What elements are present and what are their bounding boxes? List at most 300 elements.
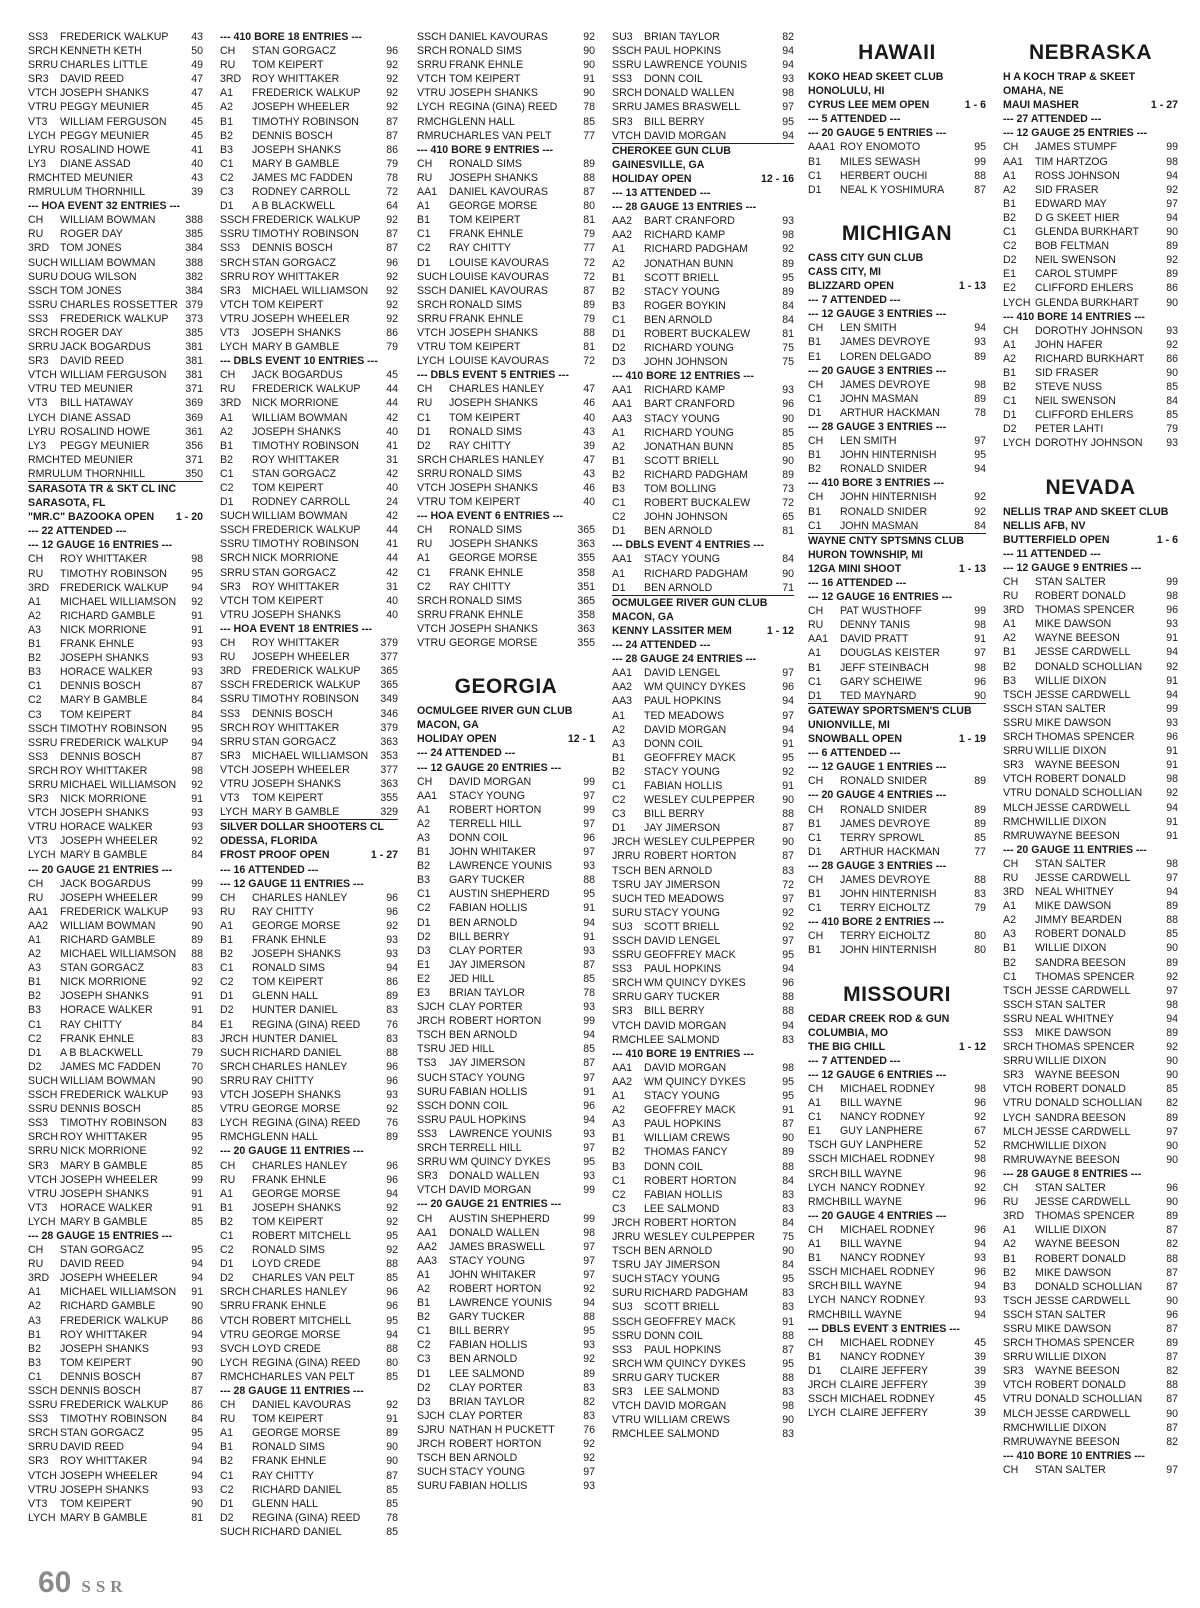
shooter-name: DONN COIL xyxy=(449,831,508,844)
result-row xyxy=(612,1315,794,1329)
result-row xyxy=(220,1426,398,1440)
score: 369 xyxy=(185,411,203,424)
shooter-name: RONALD SIMS xyxy=(252,962,325,975)
shooter-name: STAN SALTER xyxy=(1035,1308,1106,1321)
class-code: A1 xyxy=(612,243,625,256)
class-code: SRCH xyxy=(220,256,251,269)
shooter-name: NATHAN H PUCKETT xyxy=(449,1423,555,1436)
score: 94 xyxy=(974,1308,986,1321)
shooter-name: THOMAS SPENCER xyxy=(1035,970,1135,983)
class-code: VTRU xyxy=(220,1328,249,1341)
score: 40 xyxy=(583,411,595,424)
score: 92 xyxy=(782,920,794,933)
shooter-name: TOM KEIPERT xyxy=(252,1413,324,1426)
shooter-name: FRANK EHNLE xyxy=(60,1032,135,1045)
results-page xyxy=(28,30,1178,1560)
class-code: B2 xyxy=(808,463,821,476)
shooter-name: BEN ARNOLD xyxy=(644,1245,713,1258)
score: 84 xyxy=(782,299,794,312)
shooter-name: BILL WAYNE xyxy=(840,1308,903,1321)
class-code: RMRU xyxy=(1003,829,1035,842)
score: 72 xyxy=(583,256,595,269)
shooter-name: NANCY RODNEY xyxy=(840,1252,926,1265)
class-code: A3 xyxy=(417,831,430,844)
class-code: A1 xyxy=(612,567,625,580)
event-header: --- 20 GAUGE 21 ENTRIES --- xyxy=(28,863,173,876)
shooter-name: WILLIAM BOWMAN xyxy=(60,256,156,269)
score: 89 xyxy=(386,990,398,1003)
class-code: JRCH xyxy=(808,1378,837,1391)
result-row xyxy=(1003,1407,1178,1421)
class-code: B3 xyxy=(28,1356,41,1369)
score: 87 xyxy=(1166,1224,1178,1237)
score: 41 xyxy=(191,143,203,156)
class-code: CH xyxy=(417,1212,433,1225)
shooter-name: TOM JONES xyxy=(60,284,122,297)
shooter-name: BEN ARNOLD xyxy=(449,916,518,929)
shooter-name: JOSEPH SHANKS xyxy=(60,1187,149,1200)
result-row xyxy=(28,1285,203,1299)
score: 83 xyxy=(386,1004,398,1017)
result-row xyxy=(1003,380,1178,394)
score: 88 xyxy=(583,1311,595,1324)
class-code: A1 xyxy=(417,803,430,816)
shooter-name: JESSE CARDWELL xyxy=(1035,1125,1131,1138)
shooter-name: CLAY PORTER xyxy=(449,944,523,957)
result-row xyxy=(220,1229,398,1243)
shooter-name: FREDERICK WALKUP xyxy=(60,1399,169,1412)
event-header: --- 20 GAUGE 4 ENTRIES --- xyxy=(808,1209,947,1222)
result-row xyxy=(612,976,794,990)
class-code: VTCH xyxy=(1003,1379,1032,1392)
shooter-name: LEN SMITH xyxy=(840,435,897,448)
class-code: TSCH xyxy=(1003,984,1032,997)
result-row xyxy=(808,1378,986,1392)
shooter-name: JOSEPH WHEELER xyxy=(252,101,350,114)
state-heading: NEBRASKA xyxy=(1028,41,1152,64)
shooter-name: NICK MORRIONE xyxy=(252,397,339,410)
class-code: SSCH xyxy=(808,1153,838,1166)
result-row xyxy=(220,411,398,425)
class-code: E3 xyxy=(417,987,430,999)
result-row xyxy=(220,270,398,284)
class-code: RMRU xyxy=(28,186,60,199)
result-row xyxy=(417,312,595,326)
shooter-name: MILES SEWASH xyxy=(840,155,921,168)
class-code: SUCH xyxy=(220,1525,251,1538)
score: 84 xyxy=(782,313,794,326)
shooter-name: CLIFFORD EHLERS xyxy=(1035,409,1134,422)
result-row xyxy=(220,1440,398,1454)
score: 97 xyxy=(583,1071,595,1084)
result-row xyxy=(220,298,398,312)
result-row xyxy=(220,1271,398,1285)
class-code: MLCH xyxy=(1003,1125,1034,1138)
shooter-name: LOUISE KAVOURAS xyxy=(449,270,549,283)
class-code: CH xyxy=(417,775,433,788)
results-column xyxy=(28,30,203,1525)
result-row xyxy=(220,1285,398,1299)
result-row xyxy=(417,1437,595,1451)
result-row xyxy=(220,495,398,509)
class-code: SRCH xyxy=(220,1286,251,1299)
score: 88 xyxy=(1166,914,1178,927)
score: 93 xyxy=(191,638,203,651)
class-code: A1 xyxy=(220,87,233,100)
result-row xyxy=(417,425,595,439)
shooter-name: LAWRENCE YOUNIS xyxy=(644,59,748,72)
shooter-name: JACK BOGARDUS xyxy=(252,369,343,382)
result-row xyxy=(1003,436,1178,450)
shooter-name: JOSEPH SHANKS xyxy=(252,608,341,621)
class-code: RMCH xyxy=(28,453,60,466)
event-header: --- 20 GAUGE 4 ENTRIES --- xyxy=(808,789,947,802)
shooter-name: JONATHAN BUNN xyxy=(644,257,734,270)
result-row xyxy=(612,1230,794,1244)
shooter-name: TED MAYNARD xyxy=(840,689,917,702)
class-code: AA1 xyxy=(612,667,633,680)
shooter-name: FRANK EHNLE xyxy=(252,1173,327,1186)
shooter-name: FABIAN HOLLIS xyxy=(449,1085,528,1098)
event-header: --- 28 GAUGE 3 ENTRIES --- xyxy=(808,859,947,872)
club-info: CASS CITY GUN CLUB xyxy=(808,251,924,264)
class-code: CH xyxy=(1003,324,1019,337)
event-header: --- 20 GAUGE 3 ENTRIES --- xyxy=(808,364,947,377)
result-row xyxy=(417,972,595,986)
score: 98 xyxy=(191,764,203,777)
shooter-name: FREDERICK WALKUP xyxy=(60,736,169,749)
result-row xyxy=(28,1257,203,1271)
score: 85 xyxy=(386,1497,398,1510)
score: 93 xyxy=(191,905,203,918)
score: 371 xyxy=(185,383,203,396)
shooter-name: ROBERT DONALD xyxy=(1035,1379,1126,1392)
class-code: C1 xyxy=(1003,395,1017,408)
score: 99 xyxy=(583,1184,595,1197)
shoot-title xyxy=(220,848,398,862)
score: 88 xyxy=(386,1258,398,1271)
score: 81 xyxy=(583,214,595,227)
result-row xyxy=(417,157,595,171)
shooter-name: ROSS JOHNSON xyxy=(1035,169,1120,182)
score: 64 xyxy=(386,200,398,213)
shooter-name: STACY YOUNG xyxy=(644,1090,720,1103)
shooter-name: FREDERICK WALKUP xyxy=(60,312,169,325)
shooter-name: GEORGE MORSE xyxy=(252,1103,341,1116)
class-code: A3 xyxy=(1003,928,1016,941)
shooter-name: BOB FELTMAN xyxy=(1035,240,1109,253)
score: 88 xyxy=(782,1160,794,1173)
score: 42 xyxy=(386,510,398,523)
score: 65 xyxy=(782,511,794,524)
class-code: MLCH xyxy=(1003,1407,1034,1420)
score: 90 xyxy=(974,689,986,702)
result-row xyxy=(220,326,398,340)
class-code: VTCH xyxy=(417,326,446,339)
shooter-name: DENNY TANIS xyxy=(840,619,911,632)
class-code: CH xyxy=(1003,1182,1019,1195)
score: 95 xyxy=(386,1229,398,1242)
shooter-name: ROBERT MITCHELL xyxy=(252,1314,352,1327)
class-code: A1 xyxy=(612,709,625,722)
class-code: CH xyxy=(220,1159,236,1172)
shooter-name: CHARLES HANLEY xyxy=(252,1286,348,1299)
score: 89 xyxy=(1166,1027,1178,1039)
shooter-name: BART CRANFORD xyxy=(644,398,735,411)
score: 90 xyxy=(386,1455,398,1468)
event-header: --- 28 GAUGE 3 ENTRIES --- xyxy=(808,420,947,433)
class-code: A2 xyxy=(612,723,625,736)
result-row xyxy=(808,350,986,364)
shooter-name: WILLIAM BOWMAN xyxy=(60,1074,156,1087)
result-row xyxy=(1003,366,1178,380)
shooter-name: FREDERICK WALKUP xyxy=(252,383,361,396)
shooter-name: DAVID REED xyxy=(60,355,124,368)
result-row xyxy=(612,468,794,482)
shooter-name: JOSEPH SHANKS xyxy=(449,538,538,551)
result-row xyxy=(612,454,794,468)
class-code: D1 xyxy=(612,581,626,594)
class-code: A1 xyxy=(612,1090,625,1103)
score: 92 xyxy=(386,101,398,114)
result-row xyxy=(612,779,794,793)
score: 97 xyxy=(974,647,986,660)
class-code: B2 xyxy=(28,990,41,1003)
score: 88 xyxy=(1166,1379,1178,1392)
class-code: SS3 xyxy=(28,312,49,325)
score: 75 xyxy=(782,342,794,355)
result-row xyxy=(417,930,595,944)
shooter-name: TIMOTHY ROBINSON xyxy=(60,567,167,580)
score: 98 xyxy=(1166,857,1178,870)
score: 83 xyxy=(782,864,794,877)
result-row xyxy=(28,1201,203,1215)
class-code: B3 xyxy=(612,1160,625,1173)
result-row xyxy=(417,1127,595,1141)
result-row xyxy=(1003,1181,1178,1195)
shooter-name: MICHAEL RODNEY xyxy=(840,1393,935,1406)
score: 44 xyxy=(386,383,398,396)
class-code: A1 xyxy=(28,934,41,946)
shooter-name: JAMES STUMPF xyxy=(1035,141,1117,154)
shooter-name: RONALD SIMS xyxy=(252,1244,325,1257)
class-code: B1 xyxy=(1003,366,1016,379)
class-code: A3 xyxy=(612,1118,625,1131)
shooter-name: HORACE WALKER xyxy=(60,1004,153,1017)
class-code: AA3 xyxy=(612,412,633,425)
class-code: SRRU xyxy=(417,608,448,621)
class-code: SUCH xyxy=(417,270,448,283)
result-row xyxy=(1003,1364,1178,1378)
event-header: --- 28 GAUGE 8 ENTRIES --- xyxy=(1003,1167,1142,1180)
score: 77 xyxy=(974,845,986,858)
score: 46 xyxy=(583,482,595,494)
shooter-name: GLENN HALL xyxy=(252,1131,318,1144)
score: 93 xyxy=(386,934,398,946)
result-row xyxy=(808,943,986,957)
result-row xyxy=(612,1061,794,1075)
score: 90 xyxy=(583,59,595,72)
class-code: AA1 xyxy=(808,633,829,646)
score: 41 xyxy=(386,439,398,452)
class-code: RMCH xyxy=(28,171,60,184)
class-code: B1 xyxy=(1003,942,1016,955)
class-code: SR3 xyxy=(28,1159,49,1172)
class-code: AA1 xyxy=(612,1061,633,1074)
event-header: --- 410 BORE 18 ENTRIES --- xyxy=(220,31,362,43)
result-row xyxy=(808,901,986,915)
class-code: A2 xyxy=(612,1104,625,1117)
class-code: LY3 xyxy=(28,439,47,452)
result-row xyxy=(1003,899,1178,913)
score: 24 xyxy=(386,496,398,509)
score: 82 xyxy=(1166,1097,1178,1110)
class-code: RU xyxy=(220,905,236,918)
score: 87 xyxy=(191,680,203,693)
score: 363 xyxy=(380,777,398,790)
score: 89 xyxy=(974,392,986,405)
class-code: 3RD xyxy=(220,73,242,86)
score: 388 xyxy=(185,214,203,227)
result-row xyxy=(808,845,986,859)
shooter-name: TIMOTHY ROBINSON xyxy=(252,439,359,452)
result-row xyxy=(417,775,595,789)
class-code: B1 xyxy=(220,1441,233,1454)
shooter-name: JOHN HINTERNISH xyxy=(840,944,937,957)
class-code: SURU xyxy=(612,1287,643,1300)
score: 95 xyxy=(191,722,203,735)
result-row xyxy=(220,961,398,975)
shoot-name: FROST PROOF OPEN xyxy=(220,849,330,862)
class-code: C2 xyxy=(417,580,431,593)
class-code: AA1 xyxy=(612,553,633,566)
result-row xyxy=(808,519,986,534)
shooter-name: CHARLES VAN PELT xyxy=(449,129,552,142)
result-row xyxy=(417,958,595,972)
score: 85 xyxy=(1166,928,1178,941)
shooter-name: DANIEL KAVOURAS xyxy=(252,1399,351,1412)
result-row xyxy=(1003,197,1178,211)
event-header: --- DBLS EVENT 3 ENTRIES --- xyxy=(808,1322,960,1335)
shooter-name: HORACE WALKER xyxy=(60,1201,153,1214)
class-code: SRCH xyxy=(28,45,59,58)
result-row xyxy=(417,1423,595,1437)
shooter-name: WILLIE DIXON xyxy=(1035,942,1107,955)
result-row xyxy=(612,1343,794,1357)
shooter-name: JIMMY BEARDEN xyxy=(1035,914,1122,927)
result-row xyxy=(220,199,398,213)
shooter-name: WESLEY CULPEPPER xyxy=(644,836,756,849)
score: 82 xyxy=(1166,1365,1178,1378)
shooter-name: ROY WHITTAKER xyxy=(252,580,340,593)
class-code: SRCH xyxy=(417,1142,448,1155)
result-row xyxy=(417,1338,595,1352)
class-code: D1 xyxy=(220,1497,234,1510)
score: 39 xyxy=(191,186,203,199)
class-code: AA1 xyxy=(612,384,633,397)
score: 95 xyxy=(386,1314,398,1327)
class-code: D2 xyxy=(220,1004,234,1017)
shooter-name: TOM KEIPERT xyxy=(449,73,521,86)
class-code: C2 xyxy=(220,1244,234,1257)
score: 85 xyxy=(583,972,595,985)
score: 95 xyxy=(191,1131,203,1144)
class-code: D2 xyxy=(1003,423,1017,436)
class-code: SURU xyxy=(28,270,59,283)
score: 94 xyxy=(782,963,794,976)
result-row xyxy=(28,227,203,241)
score: 88 xyxy=(583,171,595,184)
class-code: SRCH xyxy=(808,1280,839,1293)
shooter-name: CHARLES HANLEY xyxy=(252,891,348,904)
result-row xyxy=(612,426,794,440)
shooter-name: LEE SALMOND xyxy=(449,1367,525,1380)
score: 96 xyxy=(974,675,986,688)
class-code: AA1 xyxy=(417,789,438,802)
class-code: LYCH xyxy=(220,806,248,819)
shooter-name: RONALD SIMS xyxy=(449,298,522,311)
score: 381 xyxy=(185,369,203,382)
class-code: A2 xyxy=(1003,1238,1016,1251)
result-row xyxy=(808,462,986,476)
score: 96 xyxy=(583,831,595,844)
class-code: SSRU xyxy=(220,693,250,706)
shooter-name: PETER LAHTI xyxy=(1035,423,1104,436)
score: 99 xyxy=(1166,702,1178,715)
shooter-name: FREDERICK WALKUP xyxy=(252,214,361,227)
result-row xyxy=(28,86,203,100)
result-row xyxy=(28,72,203,86)
club-info: MACON, GA xyxy=(612,610,674,623)
class-code: CH xyxy=(28,553,44,566)
result-row xyxy=(28,623,203,637)
class-code: SRCH xyxy=(28,1131,59,1144)
result-row xyxy=(1003,1068,1178,1082)
class-code: D2 xyxy=(220,1511,234,1524)
shooter-name: FREDERICK WALKUP xyxy=(60,581,169,594)
shooter-name: ROBERT BUCKALEW xyxy=(644,497,751,510)
shooter-name: JAMES MC FADDEN xyxy=(252,171,353,184)
score: 97 xyxy=(1166,197,1178,210)
score: 84 xyxy=(191,849,203,862)
shooter-name: REGINA (GINA) REED xyxy=(252,1511,361,1524)
club-info: H A KOCH TRAP & SKEET xyxy=(1003,71,1136,83)
score: 94 xyxy=(782,1019,794,1032)
score: 89 xyxy=(782,468,794,481)
shooter-name: JAMES DEVROYE xyxy=(840,873,931,886)
score: 88 xyxy=(1166,1252,1178,1265)
result-row xyxy=(808,1350,986,1364)
shooter-name: FREDERICK WALKUP xyxy=(60,1314,169,1327)
score: 91 xyxy=(782,1315,794,1328)
shooter-name: LEE SALMOND xyxy=(644,1202,720,1215)
score: 87 xyxy=(583,958,595,971)
result-row xyxy=(220,1060,398,1074)
class-code: CH xyxy=(808,435,824,448)
shooter-name: RICHARD GAMBLE xyxy=(60,1300,156,1313)
class-code: 3RD xyxy=(1003,886,1025,899)
shooter-name: DIANE ASSAD xyxy=(60,157,131,170)
class-code: SSRU xyxy=(612,59,642,72)
result-row xyxy=(612,313,794,327)
result-row xyxy=(417,1465,595,1479)
result-row xyxy=(28,143,203,157)
result-row xyxy=(220,905,398,919)
score: 78 xyxy=(583,987,595,999)
class-code: B3 xyxy=(220,143,233,156)
shooter-name: RAY CHITTY xyxy=(252,1469,314,1482)
shooter-name: ROGER BOYKIN xyxy=(644,299,726,312)
